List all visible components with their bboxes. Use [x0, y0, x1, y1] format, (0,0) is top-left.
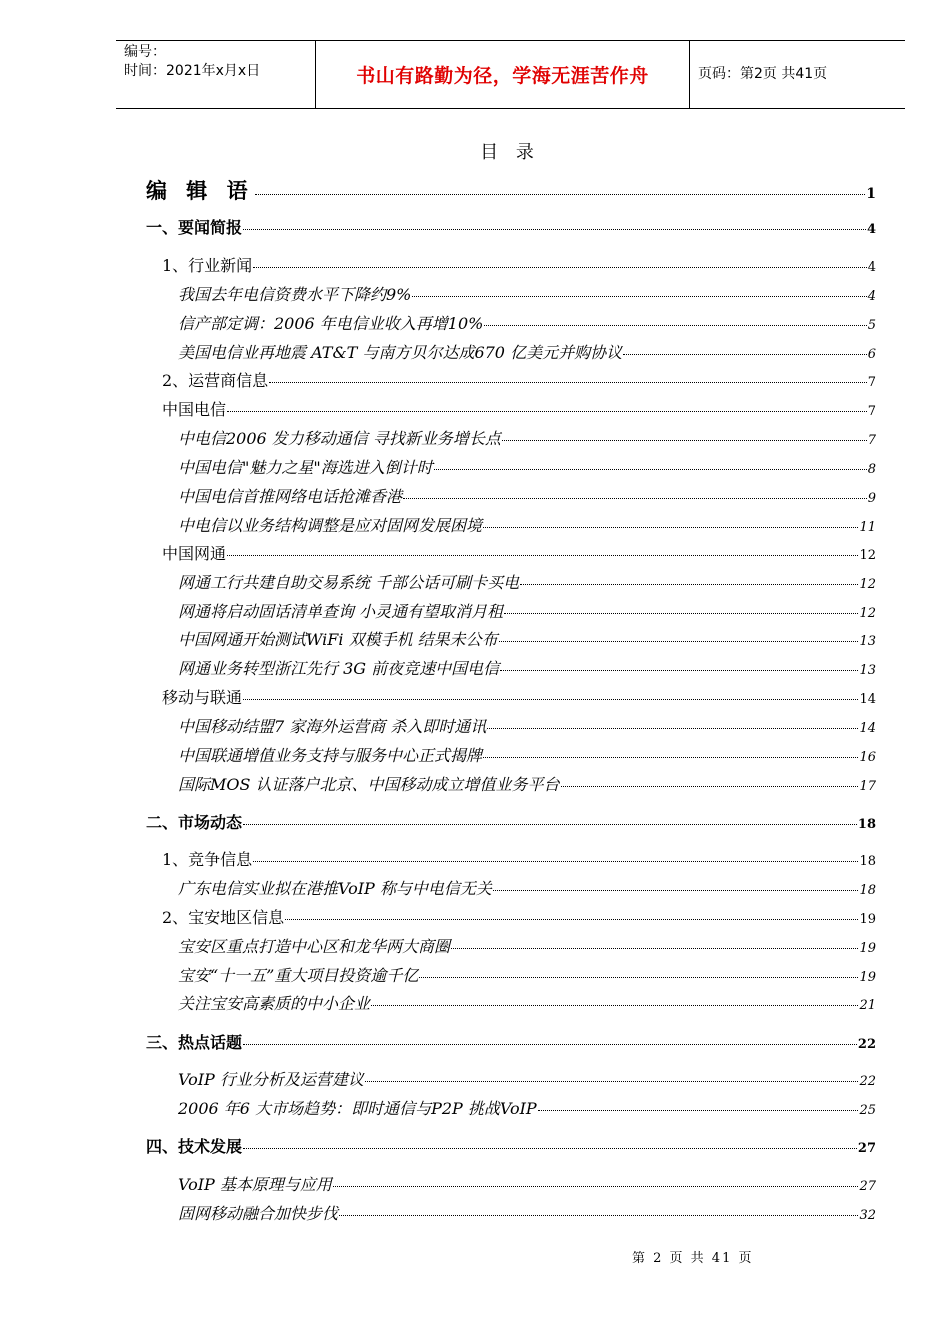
toc-entry[interactable] [178, 991, 876, 1014]
toc-leader-dots [243, 1148, 857, 1149]
header-page-info: 页码：第2页 共41页 [698, 66, 828, 82]
toc-leader-dots [623, 354, 867, 355]
toc-entry[interactable] [146, 175, 876, 205]
toc-entry-page: 12 [859, 606, 876, 621]
toc-entry-title: VoIP 基本原理与应用 [178, 1175, 332, 1194]
toc-entry-title: 2、宝安地区信息 [162, 908, 285, 927]
document-time-label: 时间：2021年x月x日 [124, 63, 261, 79]
toc-entry[interactable] [162, 847, 876, 870]
toc-entry-page: 5 [867, 318, 876, 333]
toc-entry[interactable] [178, 876, 876, 899]
toc-entry-page: 8 [867, 462, 876, 477]
toc-entry-page: 13 [859, 634, 876, 649]
toc-entry[interactable] [178, 426, 876, 449]
toc-leader-dots [253, 861, 858, 862]
toc-entry-page: 9 [867, 491, 876, 506]
toc-entry[interactable] [146, 1030, 876, 1053]
toc-entry-page: 4 [866, 222, 876, 237]
toc-entry-page: 14 [859, 692, 876, 707]
toc-entry-title: 中国电信首推网络电话抢滩香港 [178, 487, 403, 506]
toc-entry-title: 网通工行共建自助交易系统 千部公话可刷卡买电 [178, 573, 520, 592]
toc-entry-title: 固网移动融合加快步伐 [178, 1204, 339, 1223]
toc-entry-page: 27 [857, 1141, 876, 1156]
toc-entry[interactable] [178, 282, 876, 305]
toc-leader-dots [333, 1186, 859, 1187]
toc-entry-title: 中国电信"魅力之星"海选进入倒计时 [178, 458, 433, 477]
toc-entry-page: 17 [859, 779, 876, 794]
toc-entry[interactable] [178, 963, 876, 986]
toc-leader-dots [243, 229, 866, 230]
toc-entry-title: 网通将启动固话清单查询 小灵通有望取消月租 [178, 602, 504, 621]
toc-entry-title: 2006 年6 大市场趋势：即时通信与P2P 挑战VoIP [178, 1099, 537, 1118]
toc-entry-page: 7 [867, 404, 876, 419]
toc-entry-page: 14 [859, 721, 876, 736]
toc-entry-page: 7 [867, 433, 876, 448]
toc-entry-title: 广东电信实业拟在港推VoIP 称与中电信无关 [178, 879, 492, 898]
toc-entry-title: 美国电信业再地震 AT&T 与南方贝尔达成670 亿美元并购协议 [178, 343, 623, 362]
toc-leader-dots [451, 948, 858, 949]
toc-entry-page: 12 [859, 577, 876, 592]
toc-leader-dots [243, 699, 858, 700]
toc-entry-title: 1、行业新闻 [162, 256, 253, 275]
toc-entry-title: 中电信2006 发力移动通信 寻找新业务增长点 [178, 429, 501, 448]
toc-leader-dots [483, 757, 858, 758]
toc-entry-title: 网通业务转型浙江先行 3G 前夜竞速中国电信 [178, 659, 500, 678]
toc-leader-dots [487, 728, 858, 729]
toc-entry-page: 21 [859, 998, 876, 1013]
toc-entry-title: 中国移动结盟7 家海外运营商 杀入即时通讯 [178, 717, 487, 736]
toc-entry[interactable] [178, 570, 876, 593]
toc-entry-title: 四、技术发展 [146, 1137, 243, 1156]
toc-leader-dots [502, 440, 867, 441]
toc-entry[interactable] [178, 1067, 876, 1090]
toc-entry[interactable] [178, 772, 876, 795]
toc-leader-dots [255, 194, 866, 195]
toc-leader-dots [227, 411, 867, 412]
toc-entry[interactable] [162, 905, 876, 928]
toc-leader-dots [227, 555, 858, 556]
toc-entry[interactable] [178, 455, 876, 478]
toc-entry[interactable] [178, 627, 876, 650]
toc-leader-dots [500, 670, 858, 671]
toc-entry[interactable] [178, 1201, 876, 1224]
toc-entry[interactable] [162, 368, 876, 391]
toc-entry-page: 13 [859, 663, 876, 678]
toc-entry-page: 6 [867, 347, 876, 362]
toc-entry-title: 中电信以业务结构调整是应对固网发展困境 [178, 516, 483, 535]
toc-leader-dots [483, 527, 858, 528]
document-number-label: 编号： [124, 44, 166, 60]
toc-entry-page: 22 [859, 1074, 876, 1089]
toc-entry-title: 移动与联通 [162, 688, 243, 707]
toc-leader-dots [339, 1215, 858, 1216]
toc-entry-page: 32 [859, 1208, 876, 1223]
toc-entry-title: 一、要闻简报 [146, 218, 243, 237]
toc-entry-page: 12 [859, 548, 876, 563]
toc-entry-page: 25 [859, 1103, 876, 1118]
toc-entry[interactable] [162, 685, 876, 708]
toc-entry-title: 关注宝安高素质的中小企业 [178, 994, 371, 1013]
toc-entry-page: 22 [857, 1037, 876, 1052]
toc-entry-page: 7 [867, 375, 876, 390]
toc-leader-dots [419, 977, 858, 978]
toc-leader-dots [561, 786, 859, 787]
toc-entry[interactable] [146, 1134, 876, 1157]
toc-entry-title: 编 辑 语 [146, 179, 254, 203]
header-divider [689, 41, 690, 108]
toc-entry-page: 19 [859, 912, 876, 927]
header-motto: 书山有路勤为径，学海无涯苦作舟 [356, 65, 649, 87]
toc-leader-dots [243, 824, 857, 825]
page-header [116, 40, 905, 109]
toc-entry[interactable] [178, 484, 876, 507]
toc-entry[interactable] [178, 714, 876, 737]
toc-leader-dots [285, 919, 858, 920]
toc-entry-page: 19 [859, 941, 876, 956]
toc-entry[interactable] [162, 541, 876, 564]
toc-entry[interactable] [178, 311, 876, 334]
toc-leader-dots [243, 1044, 857, 1045]
toc-entry[interactable] [146, 215, 876, 238]
toc-leader-dots [412, 296, 866, 297]
toc-leader-dots [365, 1081, 859, 1082]
toc-entry-page: 16 [859, 750, 876, 765]
toc-entry-title: VoIP 行业分析及运营建议 [178, 1070, 364, 1089]
toc-entry[interactable] [178, 340, 876, 363]
toc-leader-dots [538, 1110, 859, 1111]
toc-entry[interactable] [178, 599, 876, 622]
toc-title: 目 录 [480, 142, 540, 163]
toc-leader-dots [253, 267, 867, 268]
toc-entry[interactable] [178, 513, 876, 536]
toc-entry-title: 中国联通增值业务支持与服务中心正式揭牌 [178, 746, 483, 765]
toc-entry-page: 27 [859, 1179, 876, 1194]
toc-entry-title: 中国网通 [162, 544, 227, 563]
toc-entry-title: 信产部定调：2006 年电信业收入再增10% [178, 314, 484, 333]
toc-entry-title: 二、市场动态 [146, 813, 243, 832]
toc-entry-title: 我国去年电信资费水平下降约9% [178, 285, 412, 304]
toc-entry[interactable] [162, 253, 876, 276]
toc-entry-page: 18 [859, 854, 876, 869]
toc-entry-page: 18 [857, 817, 876, 832]
toc-entry[interactable] [178, 1172, 876, 1195]
toc-entry-title: 1、竞争信息 [162, 850, 253, 869]
toc-leader-dots [484, 325, 866, 326]
toc-entry-page: 1 [866, 186, 876, 202]
toc-entry-title: 国际MOS 认证落户北京、中国移动成立增值业务平台 [178, 775, 560, 794]
toc-entry-title: 宝安“十一五”重大项目投资逾千亿 [178, 966, 419, 985]
toc-entry[interactable] [178, 743, 876, 766]
toc-entry-title: 中国电信 [162, 400, 227, 419]
toc-entry-title: 三、热点话题 [146, 1033, 243, 1052]
toc-entry[interactable] [178, 656, 876, 679]
toc-entry[interactable] [162, 397, 876, 420]
toc-leader-dots [499, 641, 859, 642]
toc-entry[interactable] [178, 934, 876, 957]
toc-leader-dots [493, 890, 859, 891]
toc-entry-title: 中国网通开始测试WiFi 双模手机 结果未公布 [178, 630, 498, 649]
toc-entry-title: 2、运营商信息 [162, 371, 269, 390]
toc-entry-title: 宝安区重点打造中心区和龙华两大商圈 [178, 937, 451, 956]
page-footer: 第 2 页 共 41 页 [632, 1251, 754, 1266]
toc-entry-page: 4 [867, 260, 876, 275]
toc-entry-page: 19 [859, 970, 876, 985]
toc-entry-page: 18 [859, 883, 876, 898]
toc-entry[interactable] [178, 1096, 876, 1119]
toc-leader-dots [434, 469, 867, 470]
toc-leader-dots [504, 613, 858, 614]
toc-entry[interactable] [146, 810, 876, 833]
toc-leader-dots [269, 382, 867, 383]
toc-leader-dots [520, 584, 858, 585]
toc-entry-page: 11 [859, 520, 876, 535]
toc-leader-dots [371, 1005, 858, 1006]
toc-leader-dots [403, 498, 867, 499]
toc-entry-page: 4 [867, 289, 876, 304]
header-meta [124, 43, 314, 81]
